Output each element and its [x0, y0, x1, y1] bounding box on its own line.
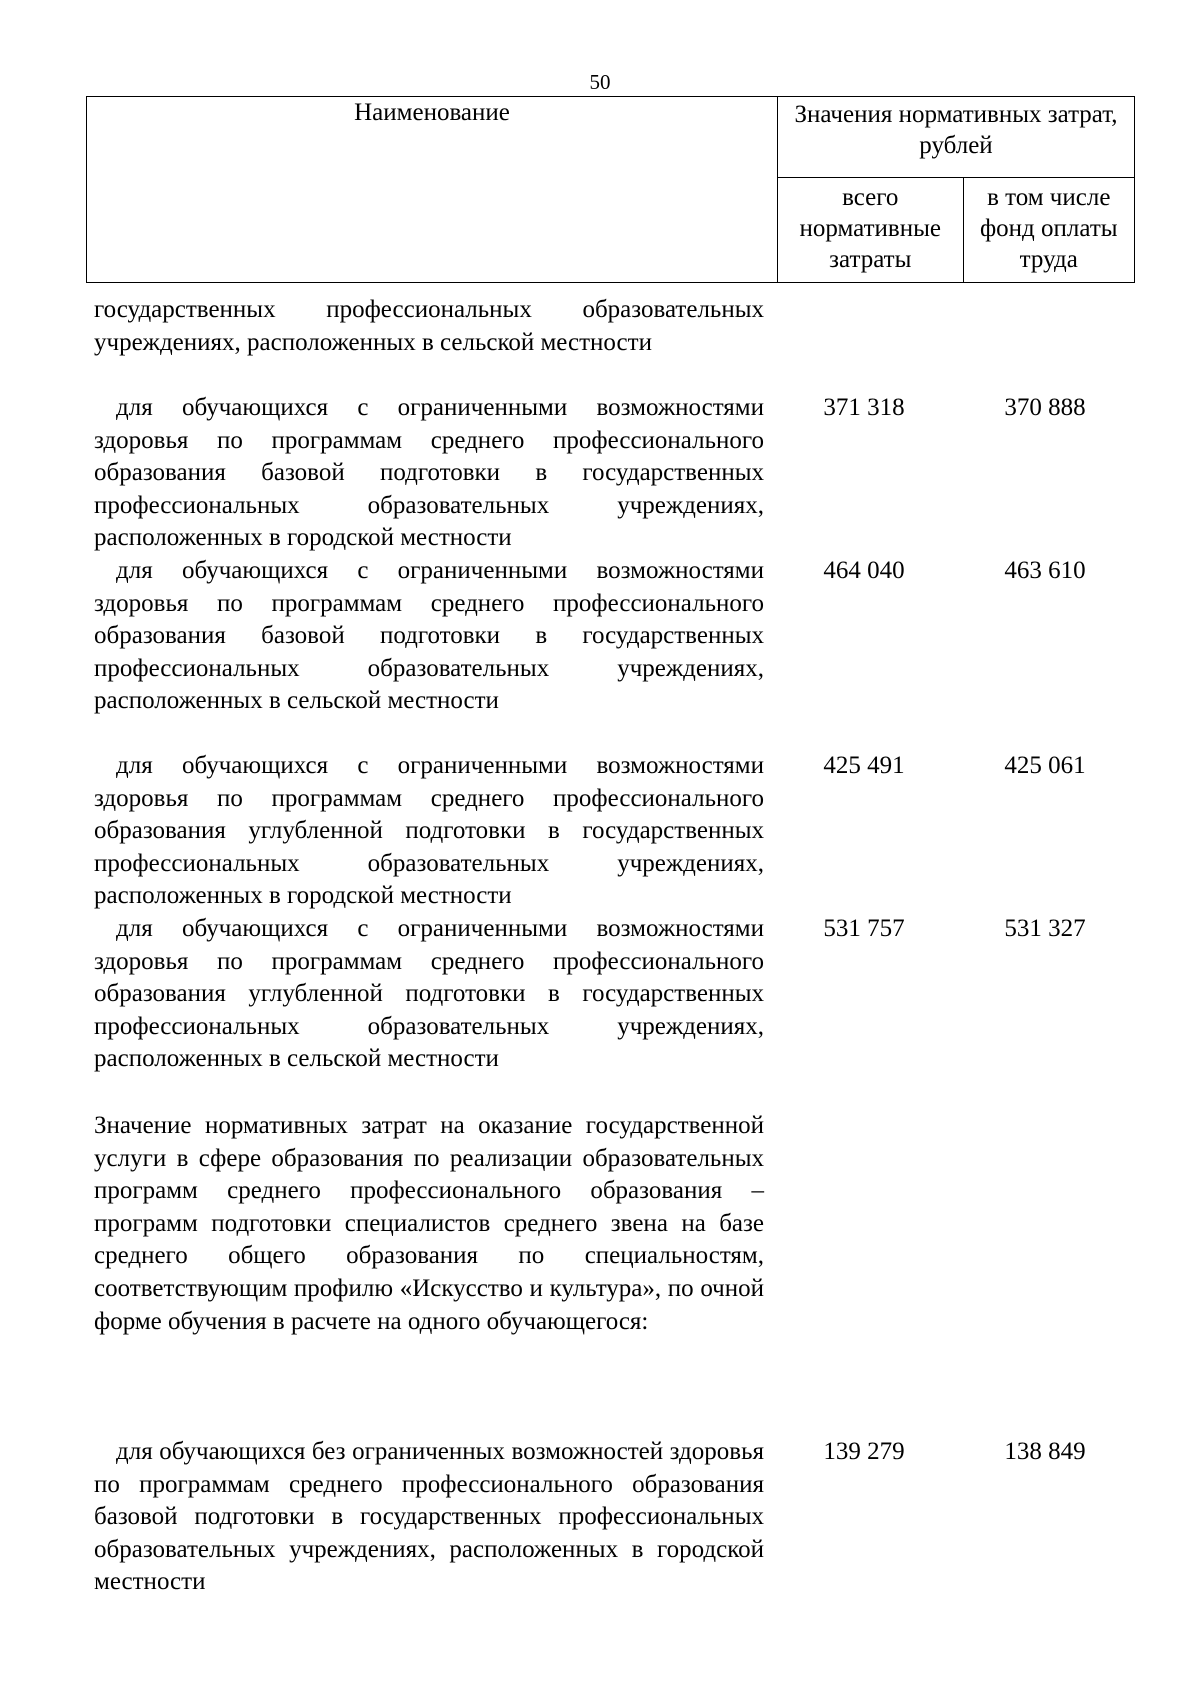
row-text: для обучающихся с ограниченными возможностями здоровья по программам среднего профессионального образования углубленной подготовки в государственных профессиональных образовательных учреждениях, расположенных в сельской местности	[94, 915, 764, 1073]
row-text: для обучающихся без ограниченных возможностей здоровья по программам среднего профессионального образования базовой подготовки в государственных профессиональных образовательных учреждениях, расположенных в городской местности	[94, 1438, 764, 1596]
column-header-values: Значения нормативных затрат, рублей	[778, 97, 1135, 178]
table-header	[86, 96, 1135, 283]
page-number: 50	[589, 70, 611, 94]
column-header-name: Наименование	[87, 97, 778, 283]
row-wage-fund-value: 463 610	[1004, 557, 1086, 584]
row-total-value: 531 757	[823, 915, 905, 942]
row-total-value: 371 318	[823, 394, 905, 421]
row-wage-fund-value: 370 888	[1004, 394, 1086, 421]
row-wage-fund-value: 425 061	[1004, 752, 1086, 779]
row-text: для обучающихся с ограниченными возможностями здоровья по программам среднего профессионального образования базовой подготовки в государственных профессиональных образовательных учреждениях, расположенных в сельской местности	[94, 557, 764, 715]
continuation-text: государственных профессиональных образовательных учреждениях, расположенных в сельской местности	[94, 296, 764, 356]
row-text: для обучающихся с ограниченными возможностями здоровья по программам среднего профессионального образования базовой подготовки в государственных профессиональных образовательных учреждениях, расположенных в городской местности	[94, 394, 764, 552]
column-header-wage-fund: в том числе фонд оплаты труда	[963, 178, 1134, 283]
row-text: для обучающихся с ограниченными возможностями здоровья по программам среднего профессионального образования углубленной подготовки в государственных профессиональных образовательных учреждениях, расположенных в городской местности	[94, 752, 764, 910]
row-total-value: 425 491	[823, 752, 905, 779]
row-wage-fund-value: 531 327	[1004, 915, 1086, 942]
row-total-value: 139 279	[823, 1438, 905, 1465]
column-header-total: всего нормативные затраты	[778, 178, 964, 283]
row-wage-fund-value: 138 849	[1004, 1438, 1086, 1465]
row-total-value: 464 040	[823, 557, 905, 584]
section-heading: Значение нормативных затрат на оказание государственной услуги в сфере образования по реализации образовательных программ среднего профессионального образования – программ подготовки специалистов среднего звена на базе среднего общего образования по специальностям, соответствующим профилю «Искусство и культура», по очной форме обучения в расчете на одного обучающегося:	[94, 1112, 764, 1335]
